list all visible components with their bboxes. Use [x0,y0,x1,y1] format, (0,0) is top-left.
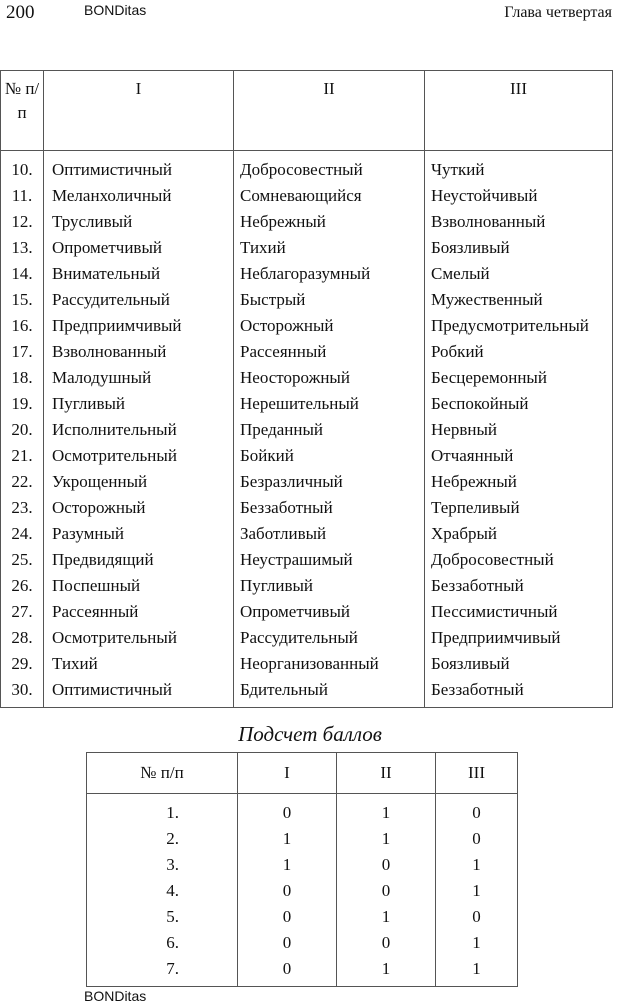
column-1 [44,151,234,708]
table-cell: 10. [11,160,33,179]
chapter-title: Глава четвертая [504,4,612,21]
table-cell: Беззаботный [431,576,524,595]
table-cell: Неустрашимый [240,550,353,569]
table-cell: 28. [11,628,33,647]
table-cell: Рассудительный [240,628,358,647]
header-column-2: II [234,71,425,151]
scoring-header-1: I [238,753,337,794]
table-header-row [1,71,613,151]
table-cell: Добросовестный [431,550,554,569]
table-cell: 0 [282,803,292,822]
scoring-column-number [87,794,238,987]
adjectives-table [0,70,613,708]
table-cell: Рассудительный [52,290,170,309]
table-cell: 0 [472,907,481,926]
table-cell: 30. [11,680,33,699]
table-cell: 24. [11,524,33,543]
table-cell: Осторожный [240,316,334,335]
table-cell: 5. [166,907,179,926]
table-cell: Пессимистичный [431,602,558,621]
table-cell: Беззаботный [240,498,333,517]
table-cell: Предусмотрительный [431,316,589,335]
table-cell: Рассеянный [52,602,139,621]
table-cell: Тихий [52,654,98,673]
table-cell: Тихий [240,238,286,257]
table-cell: 4. [166,881,179,900]
table-cell: 12. [11,212,33,231]
table-cell: Взволнованный [52,342,167,361]
table-cell: 25. [11,550,33,569]
table-cell: Быстрый [240,290,306,309]
table-cell: 0 [381,855,391,874]
table-cell: 2. [166,829,179,848]
table-cell: Оптимистичный [52,160,172,179]
table-cell: 1 [472,855,481,874]
table-cell: Храбрый [431,524,497,543]
table-cell: 0 [472,803,481,822]
table-cell: Меланхоличный [52,186,172,205]
table-cell: 3. [166,855,179,874]
page-number: 200 [6,2,35,23]
table-cell: 19. [11,394,33,413]
table-cell: Чуткий [431,160,485,179]
table-cell: Бойкий [240,446,294,465]
table-cell: Нервный [431,420,497,439]
table-cell: Неблагоразумный [240,264,371,283]
column-2 [234,151,425,708]
header-column-3: III [425,71,613,151]
table-cell: Разумный [52,524,125,543]
table-cell: Бдительный [240,680,328,699]
table-cell: 7. [166,959,179,978]
table-cell: Смелый [431,264,490,283]
table-cell: Отчаянный [431,446,514,465]
table-cell: Неосторожный [240,368,350,387]
table-cell: Поспешный [52,576,141,595]
table-cell: Внимательный [52,264,161,283]
table-cell: Малодушный [52,368,152,387]
table-cell: Опрометчивый [52,238,162,257]
table-cell: Боязливый [431,238,510,257]
table-cell: 20. [11,420,33,439]
table-cell: Осмотрительный [52,446,177,465]
table-cell: Терпеливый [431,498,520,517]
column-3 [425,151,613,708]
table-cell: Нерешительный [240,394,359,413]
table-cell: Небрежный [240,212,326,231]
table-cell: Беззаботный [431,680,524,699]
scoring-column-3 [436,794,518,987]
table-cell: Рассеянный [240,342,327,361]
table-cell: 23. [11,498,33,517]
table-cell: 16. [11,316,33,335]
scoring-table [86,752,518,987]
scoring-header-3: III [436,753,518,794]
table-cell: Боязливый [431,654,510,673]
scoring-header-number: № п/п [87,753,238,794]
table-cell: 0 [381,881,391,900]
table-cell: 15. [11,290,33,309]
table-cell: Неорганизованный [240,654,379,673]
table-cell: Бесцеремонный [431,368,547,387]
header-column-1: I [44,71,234,151]
table-cell: Мужественный [431,290,543,309]
table-cell: 21. [11,446,33,465]
table-cell: 13. [11,238,33,257]
table-cell: 0 [282,907,292,926]
table-cell: 1 [472,933,481,952]
table-cell: 1 [282,829,292,848]
scoring-header-2: II [337,753,436,794]
table-cell: 14. [11,264,33,283]
table-cell: Предприимчивый [52,316,182,335]
scoring-column-1 [238,794,337,987]
table-cell: 29. [11,654,33,673]
table-cell: 1 [472,959,481,978]
table-cell: 0 [472,829,481,848]
table-cell: Заботливый [240,524,327,543]
table-cell: Предприимчивый [431,628,561,647]
table-cell: 11. [11,186,33,205]
column-number [1,151,44,708]
scoring-header-row [87,753,518,794]
table-cell: 0 [282,959,292,978]
table-cell: 1 [381,829,391,848]
table-cell: 26. [11,576,33,595]
table-cell: Предвидящий [52,550,154,569]
table-cell: Пугливый [52,394,126,413]
table-cell: 1 [282,855,292,874]
table-cell: 27. [11,602,33,621]
table-cell: Трусливый [52,212,133,231]
scoring-body-row [87,794,518,987]
table-cell: Укрощенный [52,472,148,491]
scoring-title: Подсчет баллов [238,722,382,746]
table-cell: 0 [381,933,391,952]
table-cell: Осторожный [52,498,146,517]
table-cell: Осмотрительный [52,628,177,647]
table-cell: Взволнованный [431,212,546,231]
table-cell: Добросовестный [240,160,363,179]
table-cell: Беспокойный [431,394,529,413]
table-cell: 1 [381,803,391,822]
table-cell: Небрежный [431,472,517,491]
table-cell: 18. [11,368,33,387]
table-cell: Оптимистичный [52,680,172,699]
header-brand: BONDitas [84,2,147,18]
scoring-column-2 [337,794,436,987]
header-number: № п/п [1,71,44,151]
table-cell: Робкий [431,342,484,361]
table-cell: Пугливый [240,576,314,595]
table-cell: Неустойчивый [431,186,538,205]
table-cell: 1 [472,881,481,900]
table-cell: Сомневающийся [240,186,362,205]
table-cell: Преданный [240,420,324,439]
table-cell: 1. [166,803,179,822]
table-cell: 1 [381,959,391,978]
table-cell: Безразличный [240,472,343,491]
table-cell: 1 [381,907,391,926]
table-cell: Опрометчивый [240,602,350,621]
table-cell: 0 [282,881,292,900]
footer-brand: BONDitas [84,988,147,1004]
table-cell: 22. [11,472,33,491]
table-cell: 6. [166,933,179,952]
table-body-row [1,151,613,708]
table-cell: 17. [11,342,33,361]
table-cell: 0 [282,933,292,952]
table-cell: Исполнительный [52,420,177,439]
